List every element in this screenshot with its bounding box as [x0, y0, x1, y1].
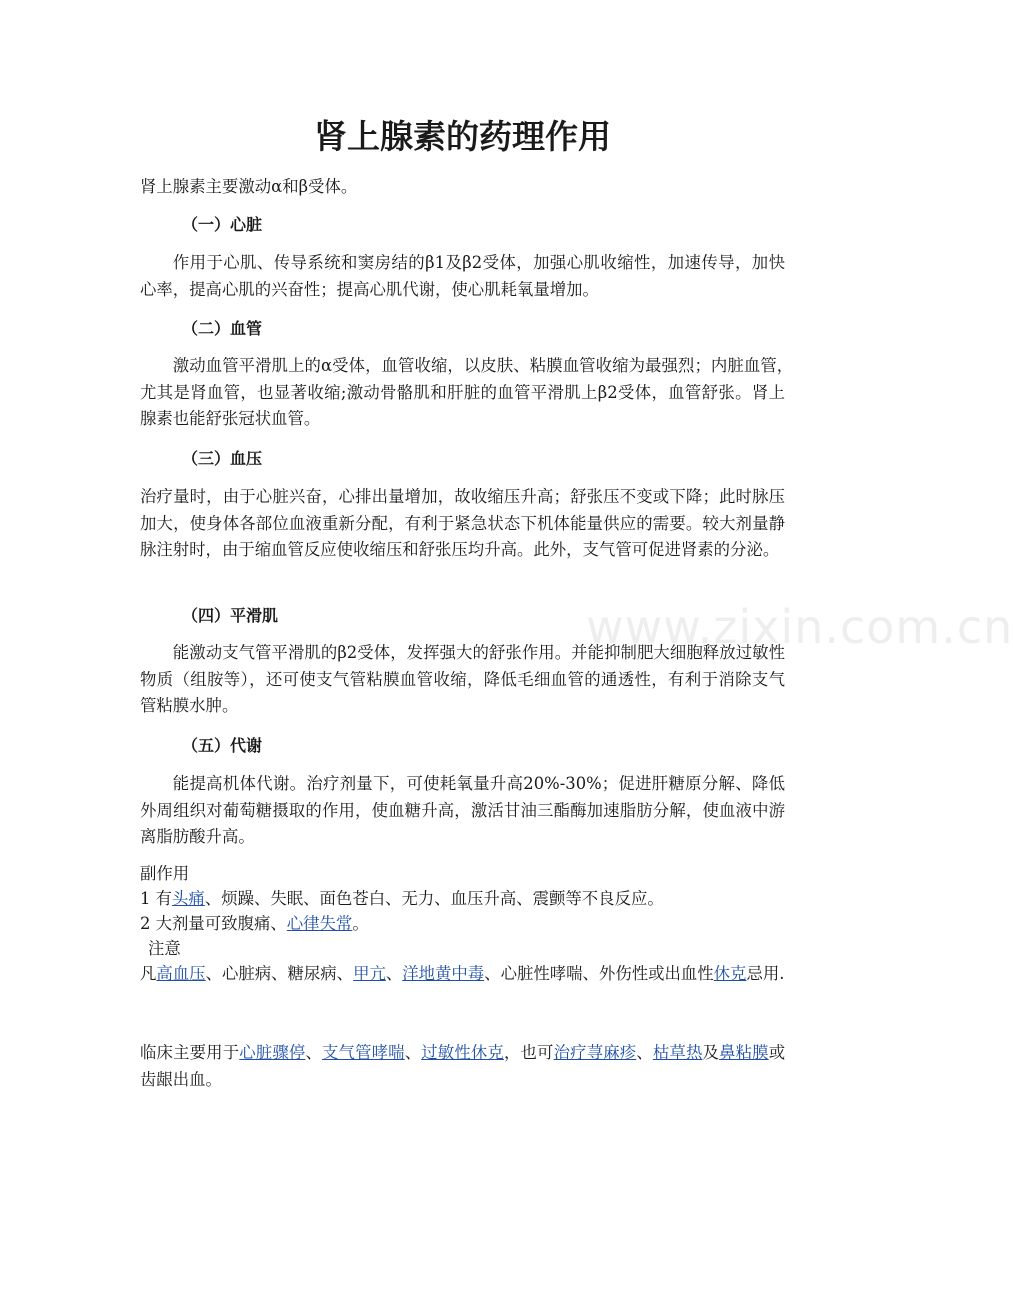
- section-heading-vessels: （二）血管: [182, 319, 263, 338]
- link-hay-fever[interactable]: 枯草热: [652, 1043, 703, 1062]
- section-body-metabolism: 能提高机体代谢。治疗剂量下，可使耗氧量升高20%-30%；促进肝糖原分解、降低外周组织对葡萄糖摄取的作用，使血糖升高，激活甘油三酯酶加速脂肪分解，使血液中游离脂肪酸升高。: [140, 774, 785, 846]
- link-arrhythmia[interactable]: 心律失常: [286, 914, 353, 933]
- clinical-use-paragraph: 临床主要用于心脏骤停、支气管哮喘、过敏性休克，也可治疗荨麻疹、枯草热及鼻粘膜或齿龈出血。: [140, 1043, 786, 1089]
- link-headache[interactable]: 头痛: [172, 889, 205, 908]
- link-hyperthyroidism[interactable]: 甲亢: [353, 964, 386, 983]
- section-heading-blood-pressure: （三）血压: [182, 449, 263, 468]
- link-nasal-mucosa[interactable]: 鼻粘膜: [719, 1043, 769, 1062]
- link-urticaria-treatment[interactable]: 治疗荨麻疹: [553, 1043, 637, 1062]
- caution-paragraph: 凡高血压、心脏病、糖尿病、甲亢、洋地黄中毒、心脏性哮喘、外伤性或出血性休克忌用.: [140, 964, 785, 983]
- caution-label: 注意: [148, 939, 181, 958]
- section-body-blood-pressure: 治疗量时，由于心脏兴奋，心排出量增加，故收缩压升高；舒张压不变或下降；此时脉压加大，使身体各部位血液重新分配，有利于紧急状态下机体能量供应的需要。较大剂量静脉注射时，由于缩血管反应使收缩压和舒张压均升高。此外，支气管可促进肾素的分泌。: [140, 487, 785, 559]
- link-digitalis-poisoning[interactable]: 洋地黄中毒: [402, 964, 485, 983]
- link-anaphylactic-shock[interactable]: 过敏性休克: [421, 1043, 504, 1062]
- section-body-smooth-muscle: 能激动支气管平滑肌的β2受体，发挥强大的舒张作用。并能抑制肥大细胞释放过敏性物质（组胺等），还可使支气管粘膜血管收缩，降低毛细血管的通透性，有利于消除支气管粘膜水肿。: [140, 643, 785, 715]
- link-shock[interactable]: 休克: [713, 964, 747, 983]
- section-heading-smooth-muscle: （四）平滑肌: [182, 606, 279, 625]
- section-heading-heart: （一）心脏: [182, 215, 263, 234]
- link-cardiac-arrest[interactable]: 心脏骤停: [239, 1043, 306, 1062]
- side-effect-item-2: 2 大剂量可致腹痛、心律失常。: [140, 914, 369, 933]
- section-body-vessels: 激动血管平滑肌上的α受体，血管收缩，以皮肤、粘膜血管收缩为最强烈；内脏血管， 尤其是肾血管，也显著收缩;激动骨骼肌和肝脏的血管平滑肌上β2受体，血管舒张。肾上腺素也能舒张冠状血管。: [140, 356, 802, 428]
- watermark: www.zixin.com.cn: [586, 600, 1013, 654]
- side-effect-item-1: 1 有头痛、烦躁、失眠、面色苍白、无力、血压升高、震颤等不良反应。: [140, 889, 664, 908]
- side-effects-label: 副作用: [140, 864, 190, 883]
- document-title: 肾上腺素的药理作用: [314, 117, 611, 156]
- link-bronchial-asthma[interactable]: 支气管哮喘: [321, 1043, 405, 1062]
- intro-paragraph: 肾上腺素主要激动α和β受体。: [140, 177, 358, 196]
- section-body-heart: 作用于心肌、传导系统和窦房结的β1及β2受体，加强心肌收缩性，加速传导，加快心率，提高心肌的兴奋性；提高心肌代谢，使心肌耗氧量增加。: [140, 253, 785, 299]
- section-heading-metabolism: （五）代谢: [182, 736, 263, 755]
- link-hypertension[interactable]: 高血压: [156, 964, 206, 983]
